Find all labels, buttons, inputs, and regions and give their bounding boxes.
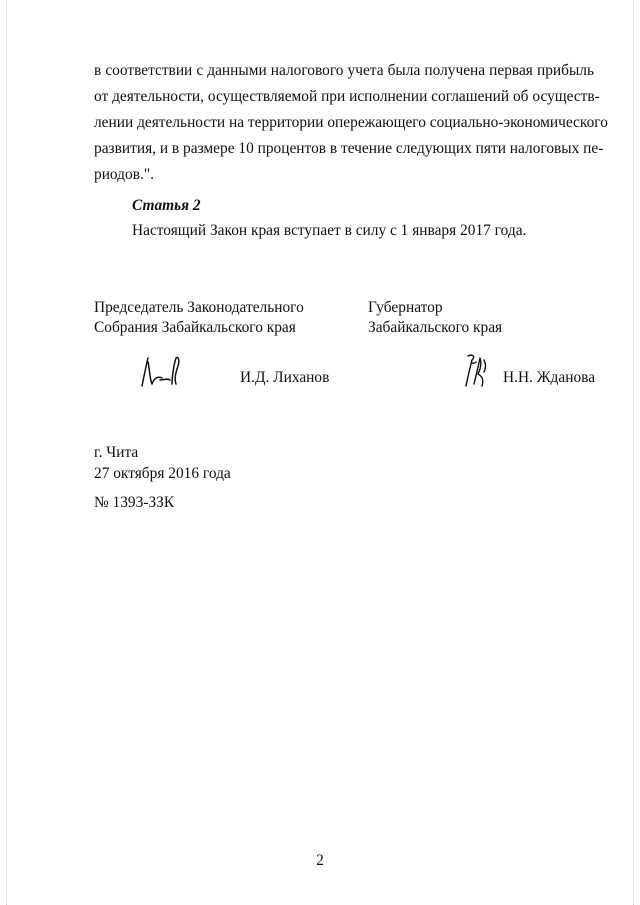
paragraph-line: развития, и в размере 10 процентов в течение следующих пяти налоговых пе-	[94, 140, 604, 157]
left-position-line2: Собрания Забайкальского края	[94, 319, 296, 336]
right-signatory-name: Н.Н. Жданова	[503, 369, 596, 386]
date-of-signing: 27 октября 2016 года	[94, 465, 231, 482]
place-of-signing: г. Чита	[94, 444, 139, 461]
article-text: Настоящий Закон края вступает в силу с 1 января 2017 года.	[132, 222, 527, 239]
paragraph-line: от деятельности, осуществляемой при исполнении соглашений об осуществ-	[94, 88, 600, 105]
paragraph-line: лении деятельности на территории опережающего социально-экономического	[94, 114, 608, 131]
left-signatory-position	[94, 298, 304, 338]
right-position-line1: Губернатор	[368, 299, 443, 316]
paragraph-line: в соответствии с данными налогового учета была получена первая прибыль	[94, 62, 594, 79]
paragraph-line: риодов.".	[94, 166, 154, 183]
page-number: 2	[316, 852, 324, 869]
body-paragraph	[94, 58, 608, 188]
right-position-line2: Забайкальского края	[368, 319, 503, 336]
right-signatory-position	[368, 298, 502, 338]
left-edge-dots	[6, 0, 7, 905]
place-date-block	[94, 442, 231, 484]
handwritten-signature-icon	[138, 354, 188, 390]
right-edge-dots	[633, 0, 634, 905]
article-title: Статья 2	[132, 197, 201, 214]
left-signatory-name: И.Д. Лиханов	[240, 369, 330, 386]
left-position-line1: Председатель Законодательного	[94, 299, 304, 316]
handwritten-signature-icon	[462, 350, 490, 390]
document-number: № 1393-ЗЗК	[94, 494, 175, 511]
